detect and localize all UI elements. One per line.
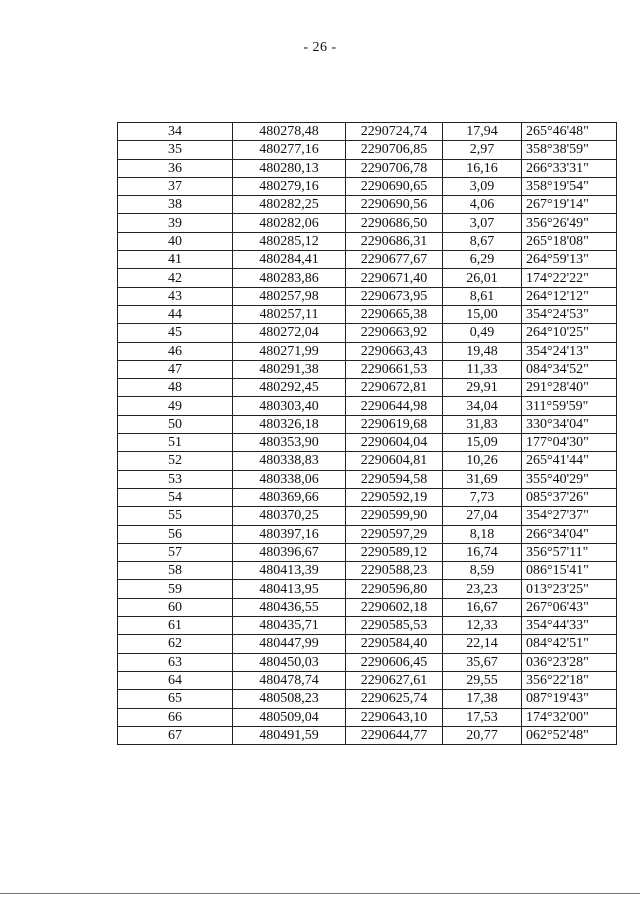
y-coordinate-cell: 2290724,74	[346, 123, 443, 141]
point-number-cell: 41	[118, 251, 233, 269]
point-number-cell: 60	[118, 598, 233, 616]
y-coordinate-cell: 2290686,50	[346, 214, 443, 232]
point-number-cell: 36	[118, 159, 233, 177]
table-row	[118, 543, 617, 561]
bearing-cell: 355°40'29"	[522, 470, 617, 488]
table-row	[118, 159, 617, 177]
table-row	[118, 324, 617, 342]
point-number-cell: 34	[118, 123, 233, 141]
table-row	[118, 141, 617, 159]
point-number-cell: 50	[118, 415, 233, 433]
distance-cell: 3,09	[443, 177, 522, 195]
point-number-cell: 55	[118, 507, 233, 525]
point-number-cell: 48	[118, 379, 233, 397]
bearing-cell: 266°34'04"	[522, 525, 617, 543]
table-row	[118, 214, 617, 232]
x-coordinate-cell: 480447,99	[233, 635, 346, 653]
x-coordinate-cell: 480303,40	[233, 397, 346, 415]
x-coordinate-cell: 480292,45	[233, 379, 346, 397]
bearing-cell: 356°22'18"	[522, 671, 617, 689]
distance-cell: 16,16	[443, 159, 522, 177]
bearing-cell: 330°34'04"	[522, 415, 617, 433]
table-row	[118, 635, 617, 653]
distance-cell: 8,61	[443, 287, 522, 305]
y-coordinate-cell: 2290588,23	[346, 562, 443, 580]
bearing-cell: 266°33'31"	[522, 159, 617, 177]
distance-cell: 31,83	[443, 415, 522, 433]
y-coordinate-cell: 2290673,95	[346, 287, 443, 305]
coordinates-table	[117, 122, 617, 745]
bearing-cell: 267°06'43"	[522, 598, 617, 616]
table-row	[118, 580, 617, 598]
point-number-cell: 58	[118, 562, 233, 580]
table-row	[118, 379, 617, 397]
x-coordinate-cell: 480369,66	[233, 488, 346, 506]
x-coordinate-cell: 480285,12	[233, 232, 346, 250]
x-coordinate-cell: 480338,06	[233, 470, 346, 488]
x-coordinate-cell: 480435,71	[233, 617, 346, 635]
point-number-cell: 66	[118, 708, 233, 726]
point-number-cell: 54	[118, 488, 233, 506]
distance-cell: 23,23	[443, 580, 522, 598]
table-row	[118, 488, 617, 506]
table-row	[118, 452, 617, 470]
point-number-cell: 63	[118, 653, 233, 671]
y-coordinate-cell: 2290663,43	[346, 342, 443, 360]
x-coordinate-cell: 480436,55	[233, 598, 346, 616]
y-coordinate-cell: 2290584,40	[346, 635, 443, 653]
distance-cell: 15,00	[443, 305, 522, 323]
distance-cell: 17,38	[443, 690, 522, 708]
x-coordinate-cell: 480491,59	[233, 726, 346, 744]
distance-cell: 29,55	[443, 671, 522, 689]
y-coordinate-cell: 2290606,45	[346, 653, 443, 671]
x-coordinate-cell: 480370,25	[233, 507, 346, 525]
table-row	[118, 507, 617, 525]
table-row	[118, 653, 617, 671]
table-row	[118, 562, 617, 580]
x-coordinate-cell: 480257,11	[233, 305, 346, 323]
distance-cell: 26,01	[443, 269, 522, 287]
x-coordinate-cell: 480413,95	[233, 580, 346, 598]
y-coordinate-cell: 2290585,53	[346, 617, 443, 635]
point-number-cell: 53	[118, 470, 233, 488]
bearing-cell: 177°04'30"	[522, 434, 617, 452]
point-number-cell: 40	[118, 232, 233, 250]
x-coordinate-cell: 480338,83	[233, 452, 346, 470]
y-coordinate-cell: 2290671,40	[346, 269, 443, 287]
table-row	[118, 123, 617, 141]
distance-cell: 12,33	[443, 617, 522, 635]
x-coordinate-cell: 480284,41	[233, 251, 346, 269]
distance-cell: 15,09	[443, 434, 522, 452]
y-coordinate-cell: 2290625,74	[346, 690, 443, 708]
point-number-cell: 52	[118, 452, 233, 470]
point-number-cell: 59	[118, 580, 233, 598]
bearing-cell: 264°10'25"	[522, 324, 617, 342]
point-number-cell: 61	[118, 617, 233, 635]
bearing-cell: 265°46'48"	[522, 123, 617, 141]
point-number-cell: 38	[118, 196, 233, 214]
distance-cell: 19,48	[443, 342, 522, 360]
bearing-cell: 356°57'11"	[522, 543, 617, 561]
distance-cell: 7,73	[443, 488, 522, 506]
page-bottom-rule	[0, 893, 640, 894]
x-coordinate-cell: 480272,04	[233, 324, 346, 342]
page-number: - 26 -	[303, 40, 337, 55]
table-row	[118, 360, 617, 378]
bearing-cell: 265°41'44"	[522, 452, 617, 470]
x-coordinate-cell: 480282,25	[233, 196, 346, 214]
table-row	[118, 617, 617, 635]
y-coordinate-cell: 2290594,58	[346, 470, 443, 488]
x-coordinate-cell: 480291,38	[233, 360, 346, 378]
y-coordinate-cell: 2290644,77	[346, 726, 443, 744]
distance-cell: 16,67	[443, 598, 522, 616]
x-coordinate-cell: 480396,67	[233, 543, 346, 561]
x-coordinate-cell: 480509,04	[233, 708, 346, 726]
distance-cell: 22,14	[443, 635, 522, 653]
table-row	[118, 397, 617, 415]
y-coordinate-cell: 2290599,90	[346, 507, 443, 525]
point-number-cell: 37	[118, 177, 233, 195]
point-number-cell: 45	[118, 324, 233, 342]
point-number-cell: 49	[118, 397, 233, 415]
distance-cell: 4,06	[443, 196, 522, 214]
bearing-cell: 036°23'28"	[522, 653, 617, 671]
bearing-cell: 062°52'48"	[522, 726, 617, 744]
point-number-cell: 57	[118, 543, 233, 561]
point-number-cell: 43	[118, 287, 233, 305]
bearing-cell: 086°15'41"	[522, 562, 617, 580]
table-row	[118, 287, 617, 305]
table-row	[118, 251, 617, 269]
y-coordinate-cell: 2290686,31	[346, 232, 443, 250]
distance-cell: 20,77	[443, 726, 522, 744]
point-number-cell: 39	[118, 214, 233, 232]
y-coordinate-cell: 2290665,38	[346, 305, 443, 323]
table-row	[118, 305, 617, 323]
x-coordinate-cell: 480450,03	[233, 653, 346, 671]
x-coordinate-cell: 480279,16	[233, 177, 346, 195]
point-number-cell: 62	[118, 635, 233, 653]
bearing-cell: 174°22'22"	[522, 269, 617, 287]
y-coordinate-cell: 2290592,19	[346, 488, 443, 506]
bearing-cell: 356°26'49"	[522, 214, 617, 232]
table-row	[118, 690, 617, 708]
bearing-cell: 311°59'59"	[522, 397, 617, 415]
distance-cell: 17,53	[443, 708, 522, 726]
bearing-cell: 174°32'00"	[522, 708, 617, 726]
y-coordinate-cell: 2290677,67	[346, 251, 443, 269]
y-coordinate-cell: 2290663,92	[346, 324, 443, 342]
distance-cell: 8,18	[443, 525, 522, 543]
y-coordinate-cell: 2290661,53	[346, 360, 443, 378]
point-number-cell: 42	[118, 269, 233, 287]
point-number-cell: 56	[118, 525, 233, 543]
bearing-cell: 013°23'25"	[522, 580, 617, 598]
y-coordinate-cell: 2290619,68	[346, 415, 443, 433]
point-number-cell: 67	[118, 726, 233, 744]
table-row	[118, 415, 617, 433]
x-coordinate-cell: 480278,48	[233, 123, 346, 141]
bearing-cell: 084°34'52"	[522, 360, 617, 378]
y-coordinate-cell: 2290627,61	[346, 671, 443, 689]
x-coordinate-cell: 480413,39	[233, 562, 346, 580]
point-number-cell: 64	[118, 671, 233, 689]
bearing-cell: 085°37'26"	[522, 488, 617, 506]
x-coordinate-cell: 480478,74	[233, 671, 346, 689]
point-number-cell: 46	[118, 342, 233, 360]
table-row	[118, 671, 617, 689]
table-row	[118, 177, 617, 195]
distance-cell: 29,91	[443, 379, 522, 397]
distance-cell: 6,29	[443, 251, 522, 269]
x-coordinate-cell: 480283,86	[233, 269, 346, 287]
distance-cell: 2,97	[443, 141, 522, 159]
table-row	[118, 269, 617, 287]
y-coordinate-cell: 2290602,18	[346, 598, 443, 616]
bearing-cell: 264°12'12"	[522, 287, 617, 305]
y-coordinate-cell: 2290597,29	[346, 525, 443, 543]
y-coordinate-cell: 2290706,85	[346, 141, 443, 159]
x-coordinate-cell: 480397,16	[233, 525, 346, 543]
table-row	[118, 598, 617, 616]
bearing-cell: 291°28'40"	[522, 379, 617, 397]
table-row	[118, 708, 617, 726]
x-coordinate-cell: 480280,13	[233, 159, 346, 177]
point-number-cell: 65	[118, 690, 233, 708]
bearing-cell: 354°24'53"	[522, 305, 617, 323]
distance-cell: 27,04	[443, 507, 522, 525]
table-row	[118, 196, 617, 214]
bearing-cell: 264°59'13"	[522, 251, 617, 269]
coordinates-table-body	[118, 123, 617, 745]
table-row	[118, 525, 617, 543]
distance-cell: 34,04	[443, 397, 522, 415]
distance-cell: 31,69	[443, 470, 522, 488]
y-coordinate-cell: 2290690,56	[346, 196, 443, 214]
x-coordinate-cell: 480353,90	[233, 434, 346, 452]
x-coordinate-cell: 480282,06	[233, 214, 346, 232]
distance-cell: 3,07	[443, 214, 522, 232]
y-coordinate-cell: 2290706,78	[346, 159, 443, 177]
distance-cell: 8,67	[443, 232, 522, 250]
distance-cell: 35,67	[443, 653, 522, 671]
distance-cell: 8,59	[443, 562, 522, 580]
y-coordinate-cell: 2290589,12	[346, 543, 443, 561]
x-coordinate-cell: 480326,18	[233, 415, 346, 433]
distance-cell: 16,74	[443, 543, 522, 561]
y-coordinate-cell: 2290672,81	[346, 379, 443, 397]
bearing-cell: 265°18'08"	[522, 232, 617, 250]
point-number-cell: 47	[118, 360, 233, 378]
y-coordinate-cell: 2290643,10	[346, 708, 443, 726]
bearing-cell: 354°24'13"	[522, 342, 617, 360]
bearing-cell: 354°27'37"	[522, 507, 617, 525]
bearing-cell: 084°42'51"	[522, 635, 617, 653]
distance-cell: 11,33	[443, 360, 522, 378]
x-coordinate-cell: 480508,23	[233, 690, 346, 708]
y-coordinate-cell: 2290596,80	[346, 580, 443, 598]
table-row	[118, 342, 617, 360]
x-coordinate-cell: 480271,99	[233, 342, 346, 360]
point-number-cell: 44	[118, 305, 233, 323]
bearing-cell: 087°19'43"	[522, 690, 617, 708]
bearing-cell: 267°19'14"	[522, 196, 617, 214]
x-coordinate-cell: 480257,98	[233, 287, 346, 305]
x-coordinate-cell: 480277,16	[233, 141, 346, 159]
bearing-cell: 358°38'59"	[522, 141, 617, 159]
distance-cell: 0,49	[443, 324, 522, 342]
table-row	[118, 232, 617, 250]
bearing-cell: 354°44'33"	[522, 617, 617, 635]
distance-cell: 17,94	[443, 123, 522, 141]
y-coordinate-cell: 2290604,81	[346, 452, 443, 470]
y-coordinate-cell: 2290604,04	[346, 434, 443, 452]
y-coordinate-cell: 2290644,98	[346, 397, 443, 415]
y-coordinate-cell: 2290690,65	[346, 177, 443, 195]
point-number-cell: 51	[118, 434, 233, 452]
table-row	[118, 726, 617, 744]
distance-cell: 10,26	[443, 452, 522, 470]
table-row	[118, 434, 617, 452]
bearing-cell: 358°19'54"	[522, 177, 617, 195]
table-row	[118, 470, 617, 488]
point-number-cell: 35	[118, 141, 233, 159]
